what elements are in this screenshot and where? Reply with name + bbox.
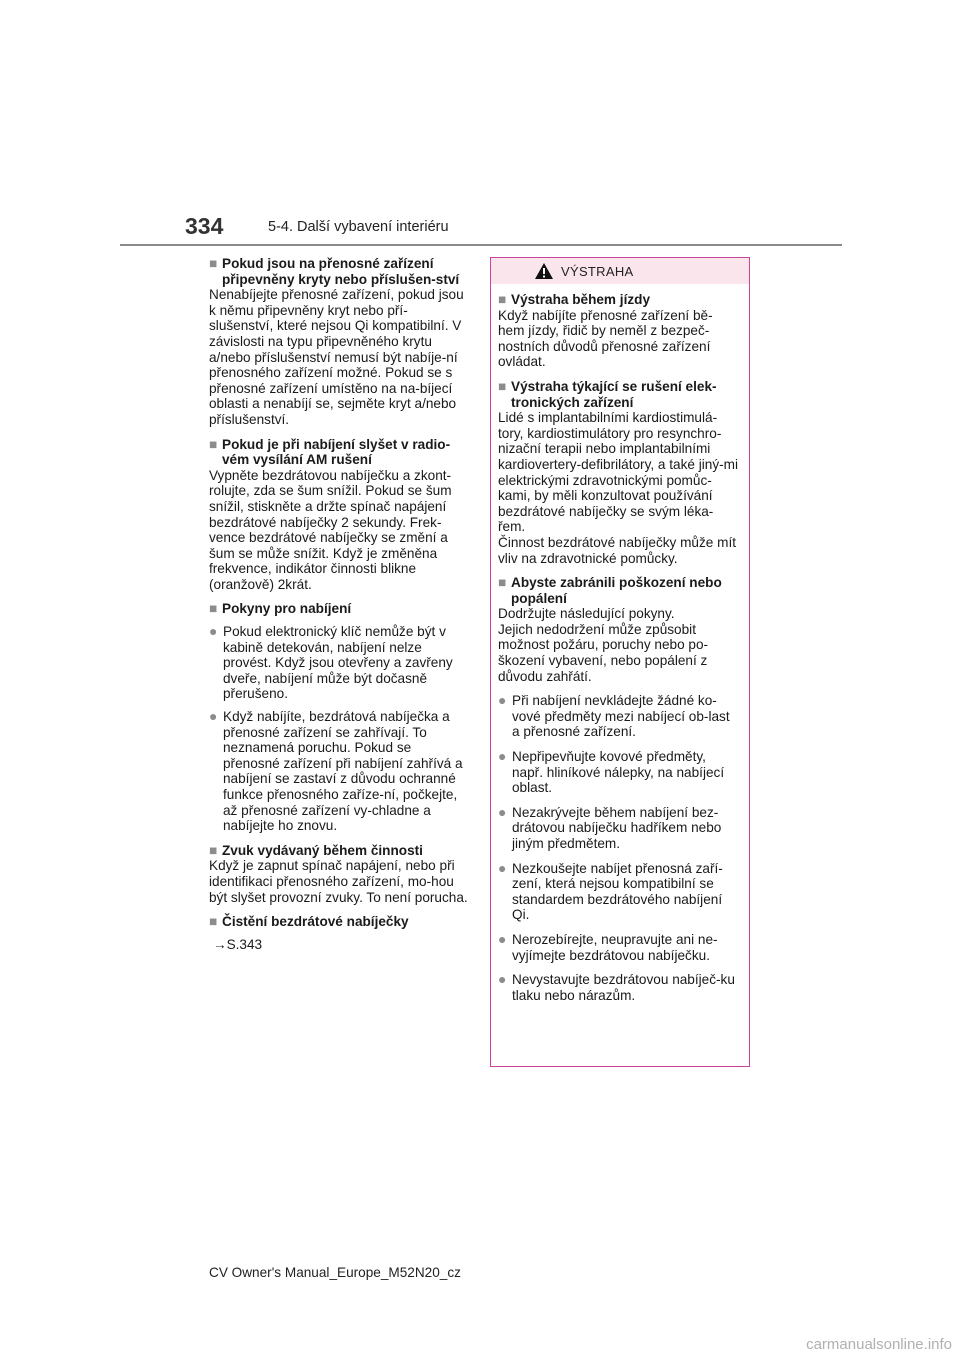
- paragraph-damage-prevention-2: Jejich nedodržení může způsobit možnost požáru, poruchy nebo po-škození vybavení, nebo popálení z důvodu zahřátí.: [498, 621, 709, 684]
- list-item: ● Nezakrývejte během nabíjení bez-drátovou nabíječku hadříkem nebo jiným předmětem.: [498, 803, 722, 851]
- page-reference-link[interactable]: →S.343: [213, 936, 263, 952]
- heading-driving-warning: ■ Výstraha během jízdy: [498, 292, 651, 307]
- square-bullet-icon: ■: [498, 378, 507, 394]
- heading-cleaning: ■ Čistění bezdrátové nabíječky: [209, 914, 409, 930]
- circle-bullet-icon: ●: [209, 708, 218, 725]
- header-divider: [120, 244, 842, 246]
- paragraph-driving-warning: Když nabíjíte přenosné zařízení bě-hem jízdy, řidič by neměl z bezpeč-nostních důvodů přenosné zařízení ovládat.: [498, 307, 713, 370]
- warning-label: VÝSTRAHA: [561, 264, 634, 279]
- list-item: ● Při nabíjení nevkládejte žádné ko-vové předměty mezi nabíjecí ob-last a přenosné zařízení.: [498, 692, 730, 740]
- circle-bullet-icon: ●: [498, 748, 507, 765]
- warning-triangle-icon: [534, 262, 554, 280]
- list-item: ● Nevystavujte bezdrátovou nabíječ-ku tlaku nebo nárazům.: [498, 971, 735, 1003]
- heading-covers: ■ Pokud jsou na přenosné zařízení připevněny kryty nebo příslušen-ství: [209, 256, 460, 287]
- list-item: ● Když nabíjíte, bezdrátová nabíječka a přenosné zařízení se zahřívají. To neznamená poruchu. Pokud se přenosné zařízení při nabíjení zahřívá a nabíjení se zastaví z důvodu ochranné funkce přenosného zaříze-ní, počkejte, až přenosné zařízení vy-chladne a nabíjejte ho znovu.: [209, 708, 463, 834]
- list-item: ● Pokud elektronický klíč nemůže být v kabině detekován, nabíjení nelze provést. Když jsou otevřeny a zavřeny dveře, nabíjení může být dočasně přerušeno.: [209, 623, 453, 702]
- heading-am-noise: ■ Pokud je při nabíjení slyšet v radio-vém vysílání AM rušení: [209, 436, 451, 468]
- circle-bullet-icon: ●: [498, 930, 507, 947]
- circle-bullet-icon: ●: [498, 971, 507, 988]
- circle-bullet-icon: ●: [498, 692, 507, 709]
- circle-bullet-icon: ●: [498, 859, 507, 876]
- list-item: ● Nezkoušejte nabíjet přenosná zaří-zení, která nejsou kompatibilní se standardem bezdrátového nabíjení Qi.: [498, 859, 723, 923]
- section-title: 5-4. Další vybavení interiéru: [268, 219, 449, 235]
- footer-document-id: CV Owner's Manual_Europe_M52N20_cz: [209, 1265, 461, 1280]
- warning-header: [491, 258, 749, 284]
- watermark: carmanualsonline.info: [806, 1336, 952, 1353]
- list-item: ● Nepřipevňujte kovové předměty, např. hliníkové nálepky, na nabíjecí oblast.: [498, 748, 725, 796]
- square-bullet-icon: ■: [209, 601, 218, 617]
- paragraph-covers: Nenabíjejte přenosné zařízení, pokud jsou k němu připevněny kryt nebo pří-slušenství, které nejsou Qi kompatibilní. V závislosti na typu připevněného krytu a/nebo příslušenství nemusí být nabíje-ní přenosného zařízení možné. Pokud se s přenosné zařízení umístěno na na-bíjecí oblasti a nenabíjí se, sejměte kryt a/nebo příslušenství.: [209, 287, 464, 427]
- heading-operation-sound: ■ Zvuk vydávaný během činnosti: [209, 842, 423, 858]
- heading-damage-prevention: ■ Abyste zabránili poškození nebo popálení: [498, 575, 722, 606]
- list-item: ● Nerozebírejte, neupravujte ani ne-vyjímejte bezdrátovou nabíječku.: [498, 930, 718, 963]
- square-bullet-icon: ■: [498, 575, 507, 591]
- paragraph-am-noise: Vypněte bezdrátovou nabíječku a zkont-rolujte, zda se šum snížil. Pokud se šum snížil, stiskněte a držte spínač napájení bezdrátové nabíječky 2 sekundy. Frek-vence bezdrátové nabíječky se změní a šum se může snížit. Když je změněna frekvence, indikátor činnosti blikne (oranžově) 2krát.: [209, 467, 452, 592]
- heading-interference-warning: ■ Výstraha týkající se rušení elek-tronických zařízení: [498, 378, 717, 410]
- heading-charging-notes: ■ Pokyny pro nabíjení: [209, 601, 352, 617]
- square-bullet-icon: ■: [209, 256, 218, 271]
- paragraph-damage-prevention: Dodržujte následující pokyny.: [498, 606, 675, 622]
- paragraph-operation-sound: Když je zapnut spínač napájení, nebo při identifikaci přenosného zařízení, mo-hou být slyšet provozní zvuky. To není porucha.: [209, 858, 468, 905]
- square-bullet-icon: ■: [209, 436, 218, 452]
- square-bullet-icon: ■: [209, 842, 218, 858]
- left-column: [209, 256, 471, 952]
- square-bullet-icon: ■: [498, 292, 507, 307]
- warning-box: [490, 257, 750, 1067]
- paragraph-interference-warning-2: Činnost bezdrátové nabíječky může mít vliv na zdravotnické pomůcky.: [498, 534, 737, 566]
- paragraph-interference-warning: Lidé s implantabilními kardiostimulá-tory, kardiostimulátory pro resynchro-nizační terapii nebo implantabilními kardiovertery-defibrilátory, a také jiný-mi elektrickými zdravotnickými pomůc-kami, by měli konzultovat používání bezdrátové nabíječky se svým léka-řem.: [498, 410, 738, 535]
- circle-bullet-icon: ●: [498, 803, 507, 820]
- square-bullet-icon: ■: [209, 914, 218, 930]
- page-number: 334: [185, 213, 224, 239]
- circle-bullet-icon: ●: [209, 623, 218, 640]
